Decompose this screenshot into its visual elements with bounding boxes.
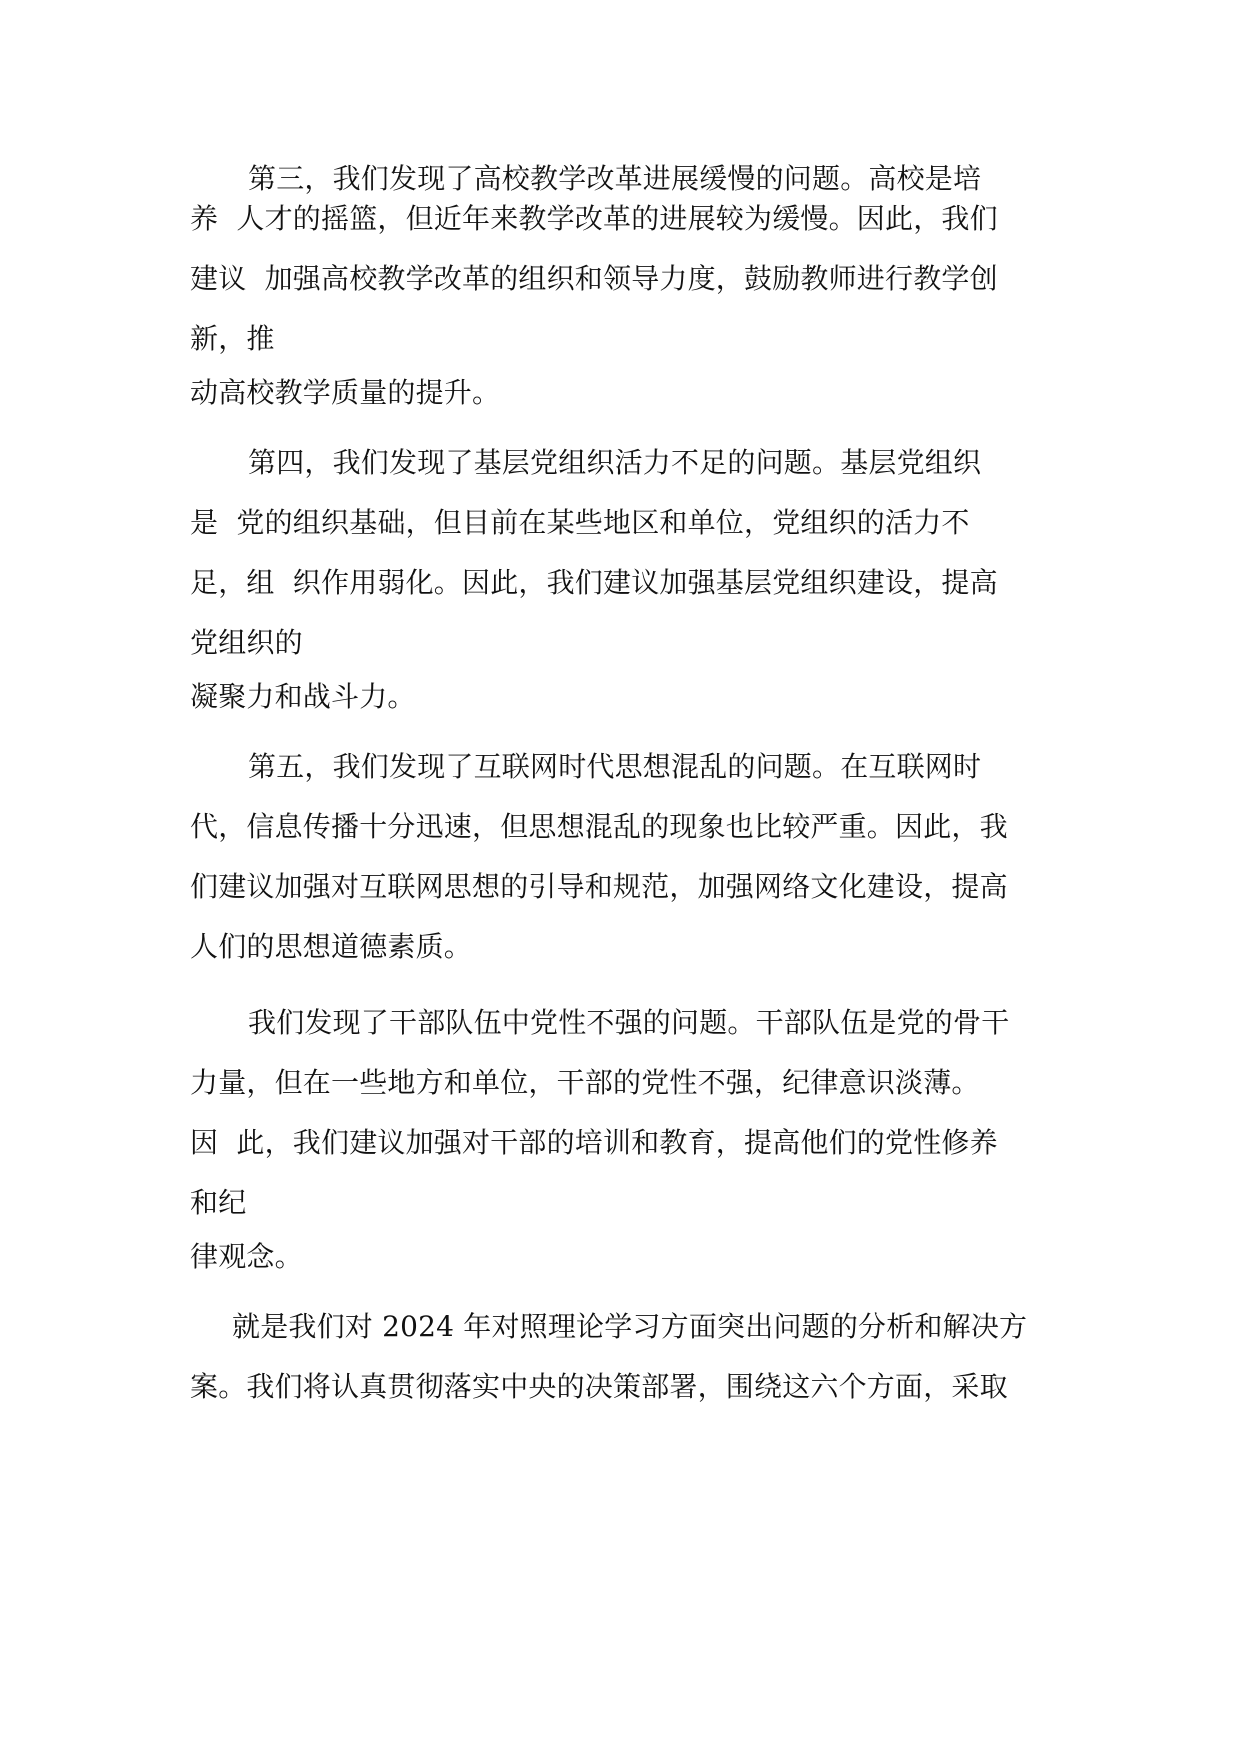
text-line: 我们发现了干部队伍中党性不强的问题。干部队伍是党的骨干 <box>248 1006 1010 1039</box>
text-line: 律观念。 <box>190 1240 303 1273</box>
text-line: 力量，但在一些地方和单位，干部的党性不强，纪律意识淡薄。 <box>190 1066 980 1099</box>
text-line: 们建议加强对互联网思想的引导和规范，加强网络文化建设，提高 <box>190 870 1008 903</box>
text-line: 建议 加强高校教学改革的组织和领导力度，鼓励教师进行教学创 <box>190 262 998 295</box>
text-line: 人们的思想道德素质。 <box>190 930 473 963</box>
text-line: 和纪 <box>190 1186 247 1219</box>
text-line: 第四，我们发现了基层党组织活力不足的问题。基层党组织 <box>248 446 982 479</box>
text-line: 案。我们将认真贯彻落实中央的决策部署，围绕这六个方面，采取 <box>190 1370 1008 1403</box>
text-line: 第三，我们发现了高校教学改革进展缓慢的问题。高校是培 <box>248 162 982 195</box>
text-line: 党组织的 <box>190 626 303 659</box>
text-line: 第五，我们发现了互联网时代思想混乱的问题。在互联网时 <box>248 750 982 783</box>
text-line: 养 人才的摇篮，但近年来教学改革的进展较为缓慢。因此，我们 <box>190 202 998 235</box>
text-line: 因 此，我们建议加强对干部的培训和教育，提高他们的党性修养 <box>190 1126 998 1159</box>
text-line: 足，组 织作用弱化。因此，我们建议加强基层党组织建设，提高 <box>190 566 998 599</box>
text-line: 凝聚力和战斗力。 <box>190 680 416 713</box>
text-line: 新，推 <box>190 322 275 355</box>
text-line: 代，信息传播十分迅速，但思想混乱的现象也比较严重。因此，我 <box>190 810 1008 843</box>
text-line: 是 党的组织基础，但目前在某些地区和单位，党组织的活力不 <box>190 506 970 539</box>
text-line: 动高校教学质量的提升。 <box>190 376 501 409</box>
text-line: 就是我们对 2024 年对照理论学习方面突出问题的分析和解决方 <box>232 1310 1028 1343</box>
